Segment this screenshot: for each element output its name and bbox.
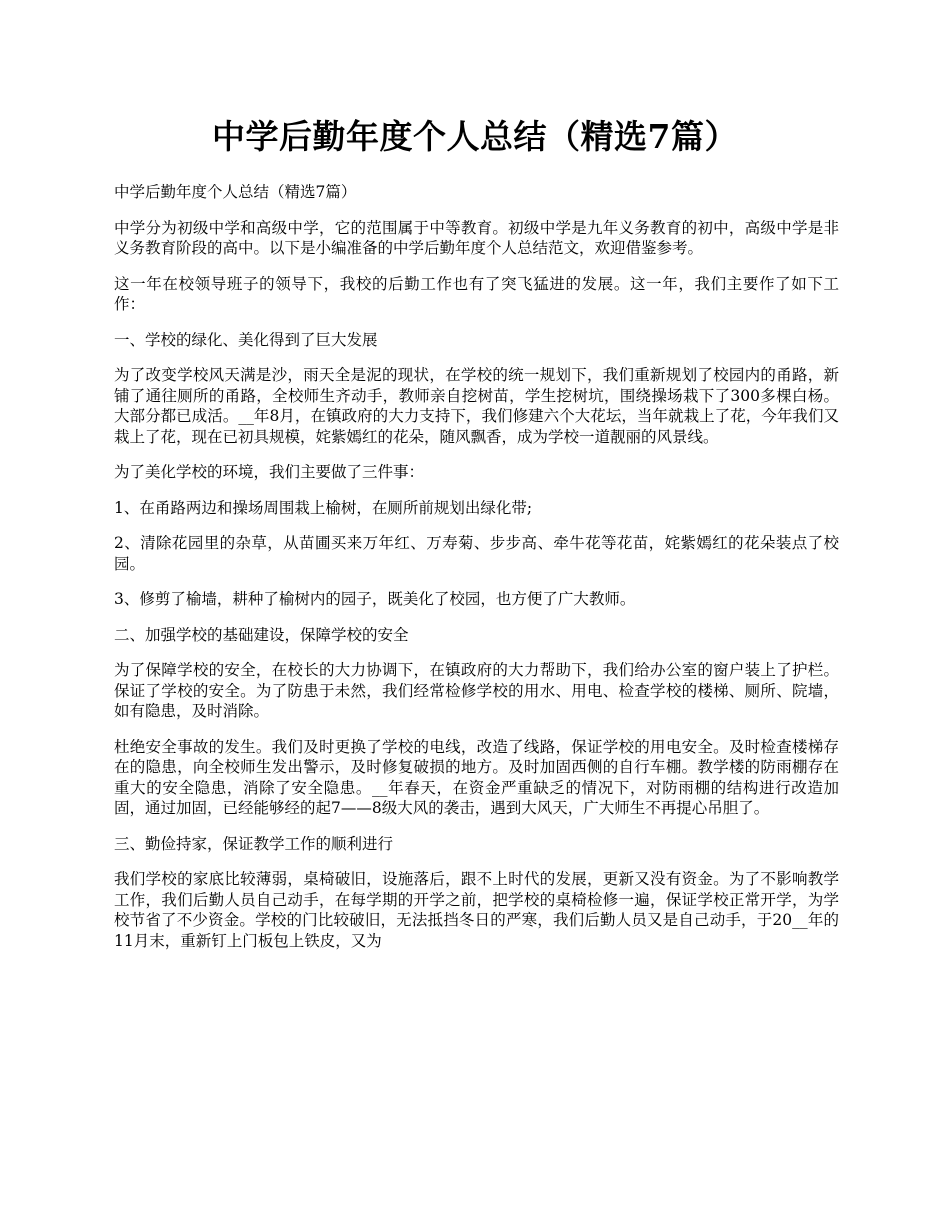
section-heading: 二、加强学校的基础建设，保障学校的安全 xyxy=(114,625,409,644)
section-heading: 一、学校的绿化、美化得到了巨大发展 xyxy=(114,330,378,349)
list-item: 2、清除花园里的杂草，从苗圃买来万年红、万寿菊、步步高、牵牛花等花苗，姹紫嫣红的花朵装点了校园。 xyxy=(114,534,839,573)
body-paragraph: 我们学校的家底比较薄弱，桌椅破旧，设施落后，跟不上时代的发展，更新又没有资金。为了不影响教学工作，我们后勤人员自己动手，在每学期的开学之前，把学校的桌椅检修一遍，保证学校正常开学，为学校节省了不少资金。学校的门比较破旧，无法抵挡冬日的严寒，我们后勤人员又是自己动手，于20__年的11月末，重新钉上门板包上铁皮，又为 xyxy=(114,870,839,950)
body-paragraph: 杜绝安全事故的发生。我们及时更换了学校的电线，改造了线路，保证学校的用电安全。及时检查楼梯存在的隐患，向全校师生发出警示，及时修复破损的地方。及时加固西侧的自行车棚。教学楼的防雨棚存在重大的安全隐患，消除了安全隐患。__年春天，在资金严重缺乏的情况下，对防雨棚的结构进行改造加固，通过加固，已经能够经的起7——8级大风的袭击，遇到大风天，广大师生不再提心吊胆了。 xyxy=(114,737,839,817)
list-item: 3、修剪了榆墙，耕种了榆树内的园子，既美化了校园，也方便了广大教师。 xyxy=(114,590,636,608)
list-item: 1、在甬路两边和操场周围栽上榆树，在厕所前规划出绿化带; xyxy=(114,498,533,517)
body-paragraph: 为了美化学校的环境，我们主要做了三件事： xyxy=(114,463,425,481)
section-heading: 三、勤俭持家，保证教学工作的顺利进行 xyxy=(114,834,394,853)
body-paragraph: 为了保障学校的安全，在校长的大力协调下，在镇政府的大力帮助下，我们给办公室的窗户装上了护栏。保证了学校的安全。为了防患于未然，我们经常检修学校的用水、用电、检查学校的楼梯、厕所、院墙，如有隐患，及时消除。 xyxy=(114,661,839,720)
intro-paragraph: 中学分为初级中学和高级中学，它的范围属于中等教育。初级中学是九年义务教育的初中，高级中学是非义务教育阶段的高中。以下是小编准备的中学后勤年度个人总结范文，欢迎借鉴参考。 xyxy=(114,218,839,257)
body-paragraph: 这一年在校领导班子的领导下，我校的后勤工作也有了突飞猛进的发展。这一年，我们主要作了如下工作： xyxy=(114,274,839,313)
document-title: 中学后勤年度个人总结（精选7篇） xyxy=(212,117,738,156)
subtitle-paragraph: 中学后勤年度个人总结（精选7篇） xyxy=(114,183,357,201)
document-body xyxy=(114,182,839,966)
body-paragraph: 为了改变学校风天满是沙，雨天全是泥的现状，在学校的统一规划下，我们重新规划了校园内的甬路，新铺了通往厕所的甬路，全校师生齐动手，教师亲自挖树苗，学生挖树坑，围绕操场栽下了300多棵白杨。大部分都已成活。__年8月，在镇政府的大力支持下，我们修建六个大花坛，当年就栽上了花，今年我们又栽上了花，现在已初具规模，姹紫嫣红的花朵，随风飘香，成为学校一道靓丽的风景线。 xyxy=(114,366,839,446)
